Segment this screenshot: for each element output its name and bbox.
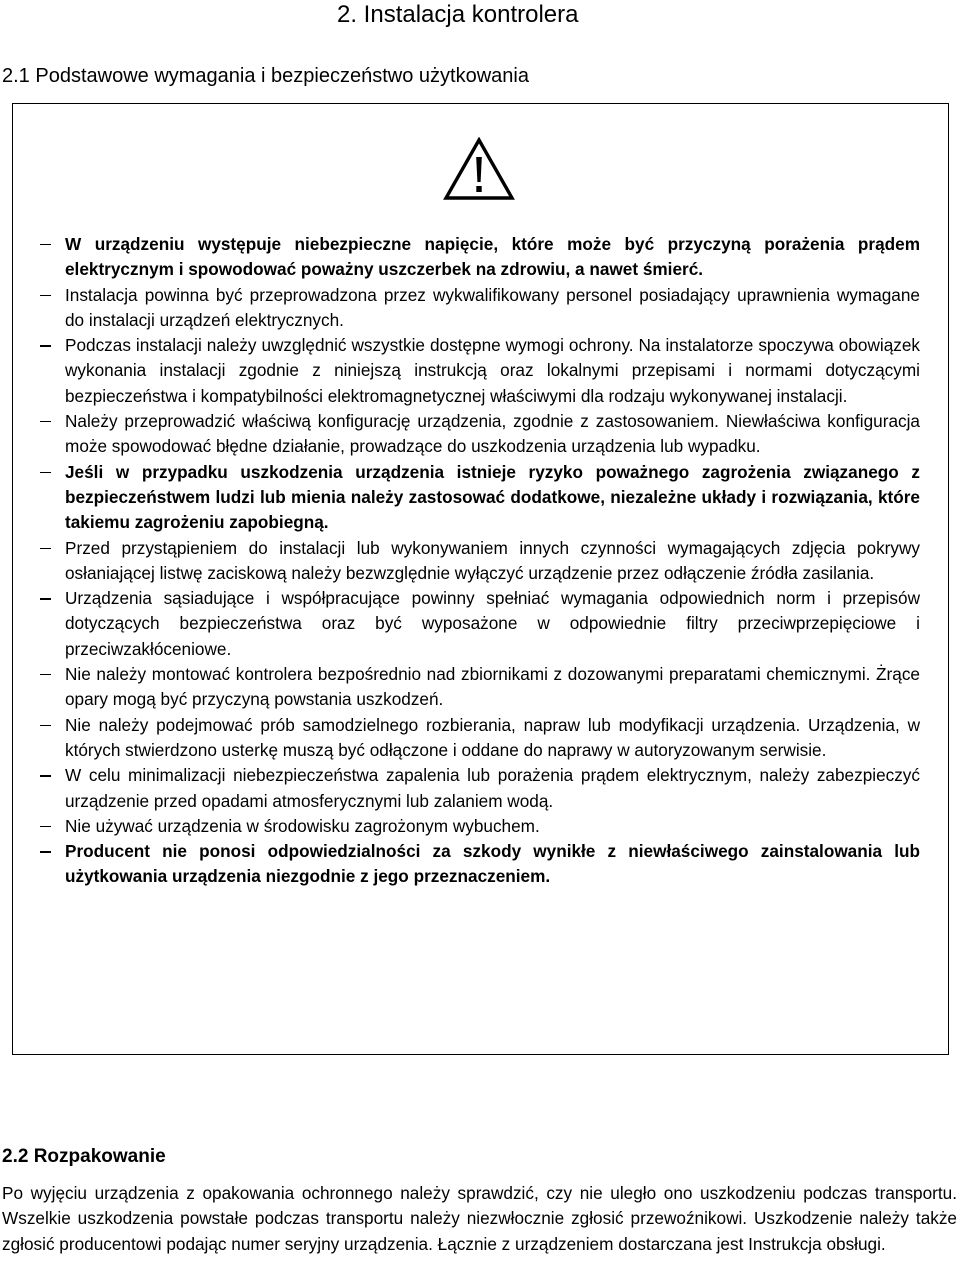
dash-bullet [40,674,51,675]
dash-bullet [40,345,51,346]
list-item [65,536,920,587]
list-item [65,409,920,460]
list-item [65,586,920,662]
dash-bullet [40,472,51,473]
list-item-text: Nie należy montować kontrolera bezpośrednio nad zbiornikami z dozowanymi preparatami chemicznymi. Żrące opary mogą być przyczyną powstania uszkodzeń. [65,664,920,710]
list-item-text: Urządzenia sąsiadujące i współpracujące powinny spełniać wymagania odpowiednich norm i przepisów dotyczących bezpieczeństwa oraz być wyposażone w odpowiednie filtry przeciwprzepięciowe i przeciwzakłóceniowe. [65,588,920,659]
list-item-text: Jeśli w przypadku uszkodzenia urządzenia istnieje ryzyko poważnego zagrożenia związanego z bezpieczeństwem ludzi lub mienia należy zastosować dodatkowe, niezależne układy i rozwiązania, które takiemu zagrożeniu zapobiegną. [65,461,920,533]
list-item-text: Nie używać urządzenia w środowisku zagrożonym wybuchem. [65,815,540,836]
subsection-title-safety: 2.1 Podstawowe wymagania i bezpieczeństwo użytkowania [2,65,529,87]
list-item [65,333,920,409]
subsection-title-unpacking: 2.2 Rozpakowanie [2,1146,166,1167]
list-item [65,814,920,839]
dash-bullet [40,725,51,726]
dash-bullet [40,851,51,852]
dash-bullet [40,421,51,422]
list-item-text: W celu minimalizacji niebezpieczeństwa zapalenia lub porażenia prądem elektrycznym, należy zabezpieczyć urządzenie przed opadami atmosferycznymi lub zalaniem wodą. [65,765,920,811]
list-item [65,713,920,764]
dash-bullet [40,244,51,245]
list-item [65,232,920,283]
warning-triangle-icon [443,137,515,201]
dash-bullet [40,775,51,776]
list-item-text: Producent nie ponosi odpowiedzialności za szkody wynikłe z niewłaściwego zainstalowania lub użytkowania urządzenia niezgodnie z jego przeznaczeniem. [65,841,920,887]
dash-bullet [40,295,51,296]
list-item-text: Przed przystąpieniem do instalacji lub wykonywaniem innych czynności wymagających zdjęcia pokrywy osłaniającej listwę zaciskową należy bezwzględnie wyłączyć urządzenie przez odłączenie źródła zasilania. [65,537,920,583]
list-item [65,460,920,536]
list-item-text: Podczas instalacji należy uwzględnić wszystkie dostępne wymogi ochrony. Na instalatorze spoczywa obowiązek wykonania instalacji zgodnie z niniejszą instrukcją oraz lokalnymi przepisami i normami dotyczącymi bezpieczeństwa i kompatybilności elektromagnetycznej właściwymi dla rodzaju wykonywanej instalacji. [65,335,920,406]
list-item [65,283,920,334]
section-title: 2. Instalacja kontrolera [337,1,579,28]
dash-bullet [40,548,51,549]
list-item [65,662,920,713]
list-item-text: W urządzeniu występuje niebezpieczne napięcie, które może być przyczyną porażenia prądem elektrycznym i spowodować poważny uszczerbek na zdrowiu, a nawet śmierć. [65,234,920,280]
list-item-text: Należy przeprowadzić właściwą konfigurację urządzenia, zgodnie z zastosowaniem. Niewłaściwa konfiguracja może spowodować błędne działanie, prowadzące do uszkodzenia urządzenia lub wypadku. [65,411,920,457]
dash-bullet [40,826,51,827]
list-item [65,763,920,814]
dash-bullet [40,598,51,599]
safety-list [65,232,920,890]
list-item-text: Nie należy podejmować prób samodzielnego rozbierania, napraw lub modyfikacji urządzenia. Urządzenia, w których stwierdzono usterkę muszą być odłączone i oddane do naprawy w autoryzowanym serwisie. [65,714,920,760]
unpacking-paragraph: Po wyjęciu urządzenia z opakowania ochronnego należy sprawdzić, czy nie uległo ono uszkodzeniu podczas transportu. Wszelkie uszkodzenia powstałe podczas transportu należy niezwłocznie zgłosić przewoźnikowi. Uszkodzenie należy także zgłosić producentowi podając numer seryjny urządzenia. Łącznie z urządzeniem dostarczana jest Instrukcja obsługi. [2,1183,957,1254]
list-item-text: Instalacja powinna być przeprowadzona przez wykwalifikowany personel posiadający uprawnienia wymagane do instalacji urządzeń elektrycznych. [65,284,920,330]
list-item [65,839,920,890]
